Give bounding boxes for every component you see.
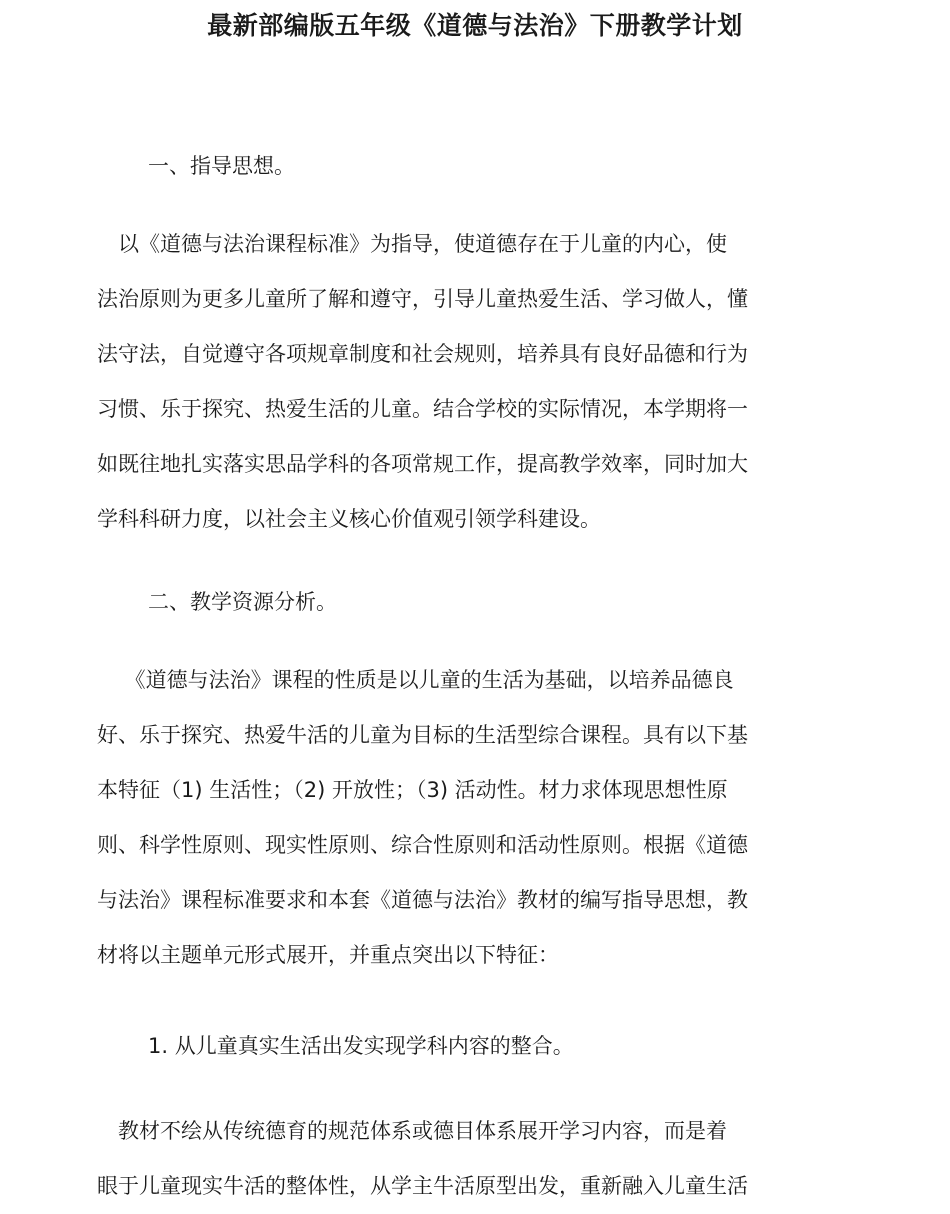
text-line: 材将以主题单元形式展开，并重点突出以下特征： (97, 943, 559, 967)
text-line: 《道德与法治》课程的性质是以儿童的生活为基础，以培养品德良 (97, 668, 734, 692)
paragraph-guiding-ideology (97, 217, 857, 547)
text-line: 好、乐于探究、热爱牛活的儿童为目标的生活型综合课程。具有以下基 (97, 723, 748, 747)
text-line: 如既往地扎实落实思品学科的各项常规工作，提高教学效率，同时加大 (97, 452, 748, 476)
text-line: 教材不绘从传统德育的规范体系或德目体系展开学习内容，而是着 (97, 1119, 727, 1143)
text-line: 学科科研力度，以社会主义核心价值观引领学科建设。 (97, 507, 601, 531)
text-line: 习惯、乐于探究、热爱生活的儿童。结合学校的实际情况，本学期将一 (97, 397, 748, 421)
text-line: 法治原则为更多儿童所了解和遵守，引导儿童热爱生活、学习做人，懂 (97, 287, 748, 311)
paragraph-integration (97, 1104, 857, 1214)
text-line: 法守法，自觉遵守各项规章制度和社会规则，培养具有良好品德和行为 (97, 342, 748, 366)
text-line: 与法治》课程标准要求和本套《道德与法治》教材的编写指导思想，教 (97, 888, 748, 912)
text-line: 以《道德与法治课程标准》为指导，使道德存在于儿童的内心，使 (97, 232, 727, 256)
section-heading-guiding-ideology: 一、指导思想。 (148, 154, 295, 178)
list-item-heading-1: 1. 从儿童真实生活出发实现学科内容的整合。 (148, 1034, 574, 1058)
text-line: 本特征（1) 生活性；（2) 开放性；（3) 活动性。材力求体现思想性原 (97, 778, 728, 802)
paragraph-resource-analysis (97, 653, 857, 983)
text-line: 眼于儿童现实牛活的整体性，从学主牛活原型出发，重新融入儿童生活 (97, 1174, 748, 1198)
section-heading-resource-analysis: 二、教学资源分析。 (148, 590, 337, 614)
document-title: 最新部编版五年级《道德与法治》下册教学计划 (207, 11, 743, 40)
text-line: 则、科学性原则、现实性原则、综合性原则和活动性原则。根据《道德 (97, 833, 748, 857)
